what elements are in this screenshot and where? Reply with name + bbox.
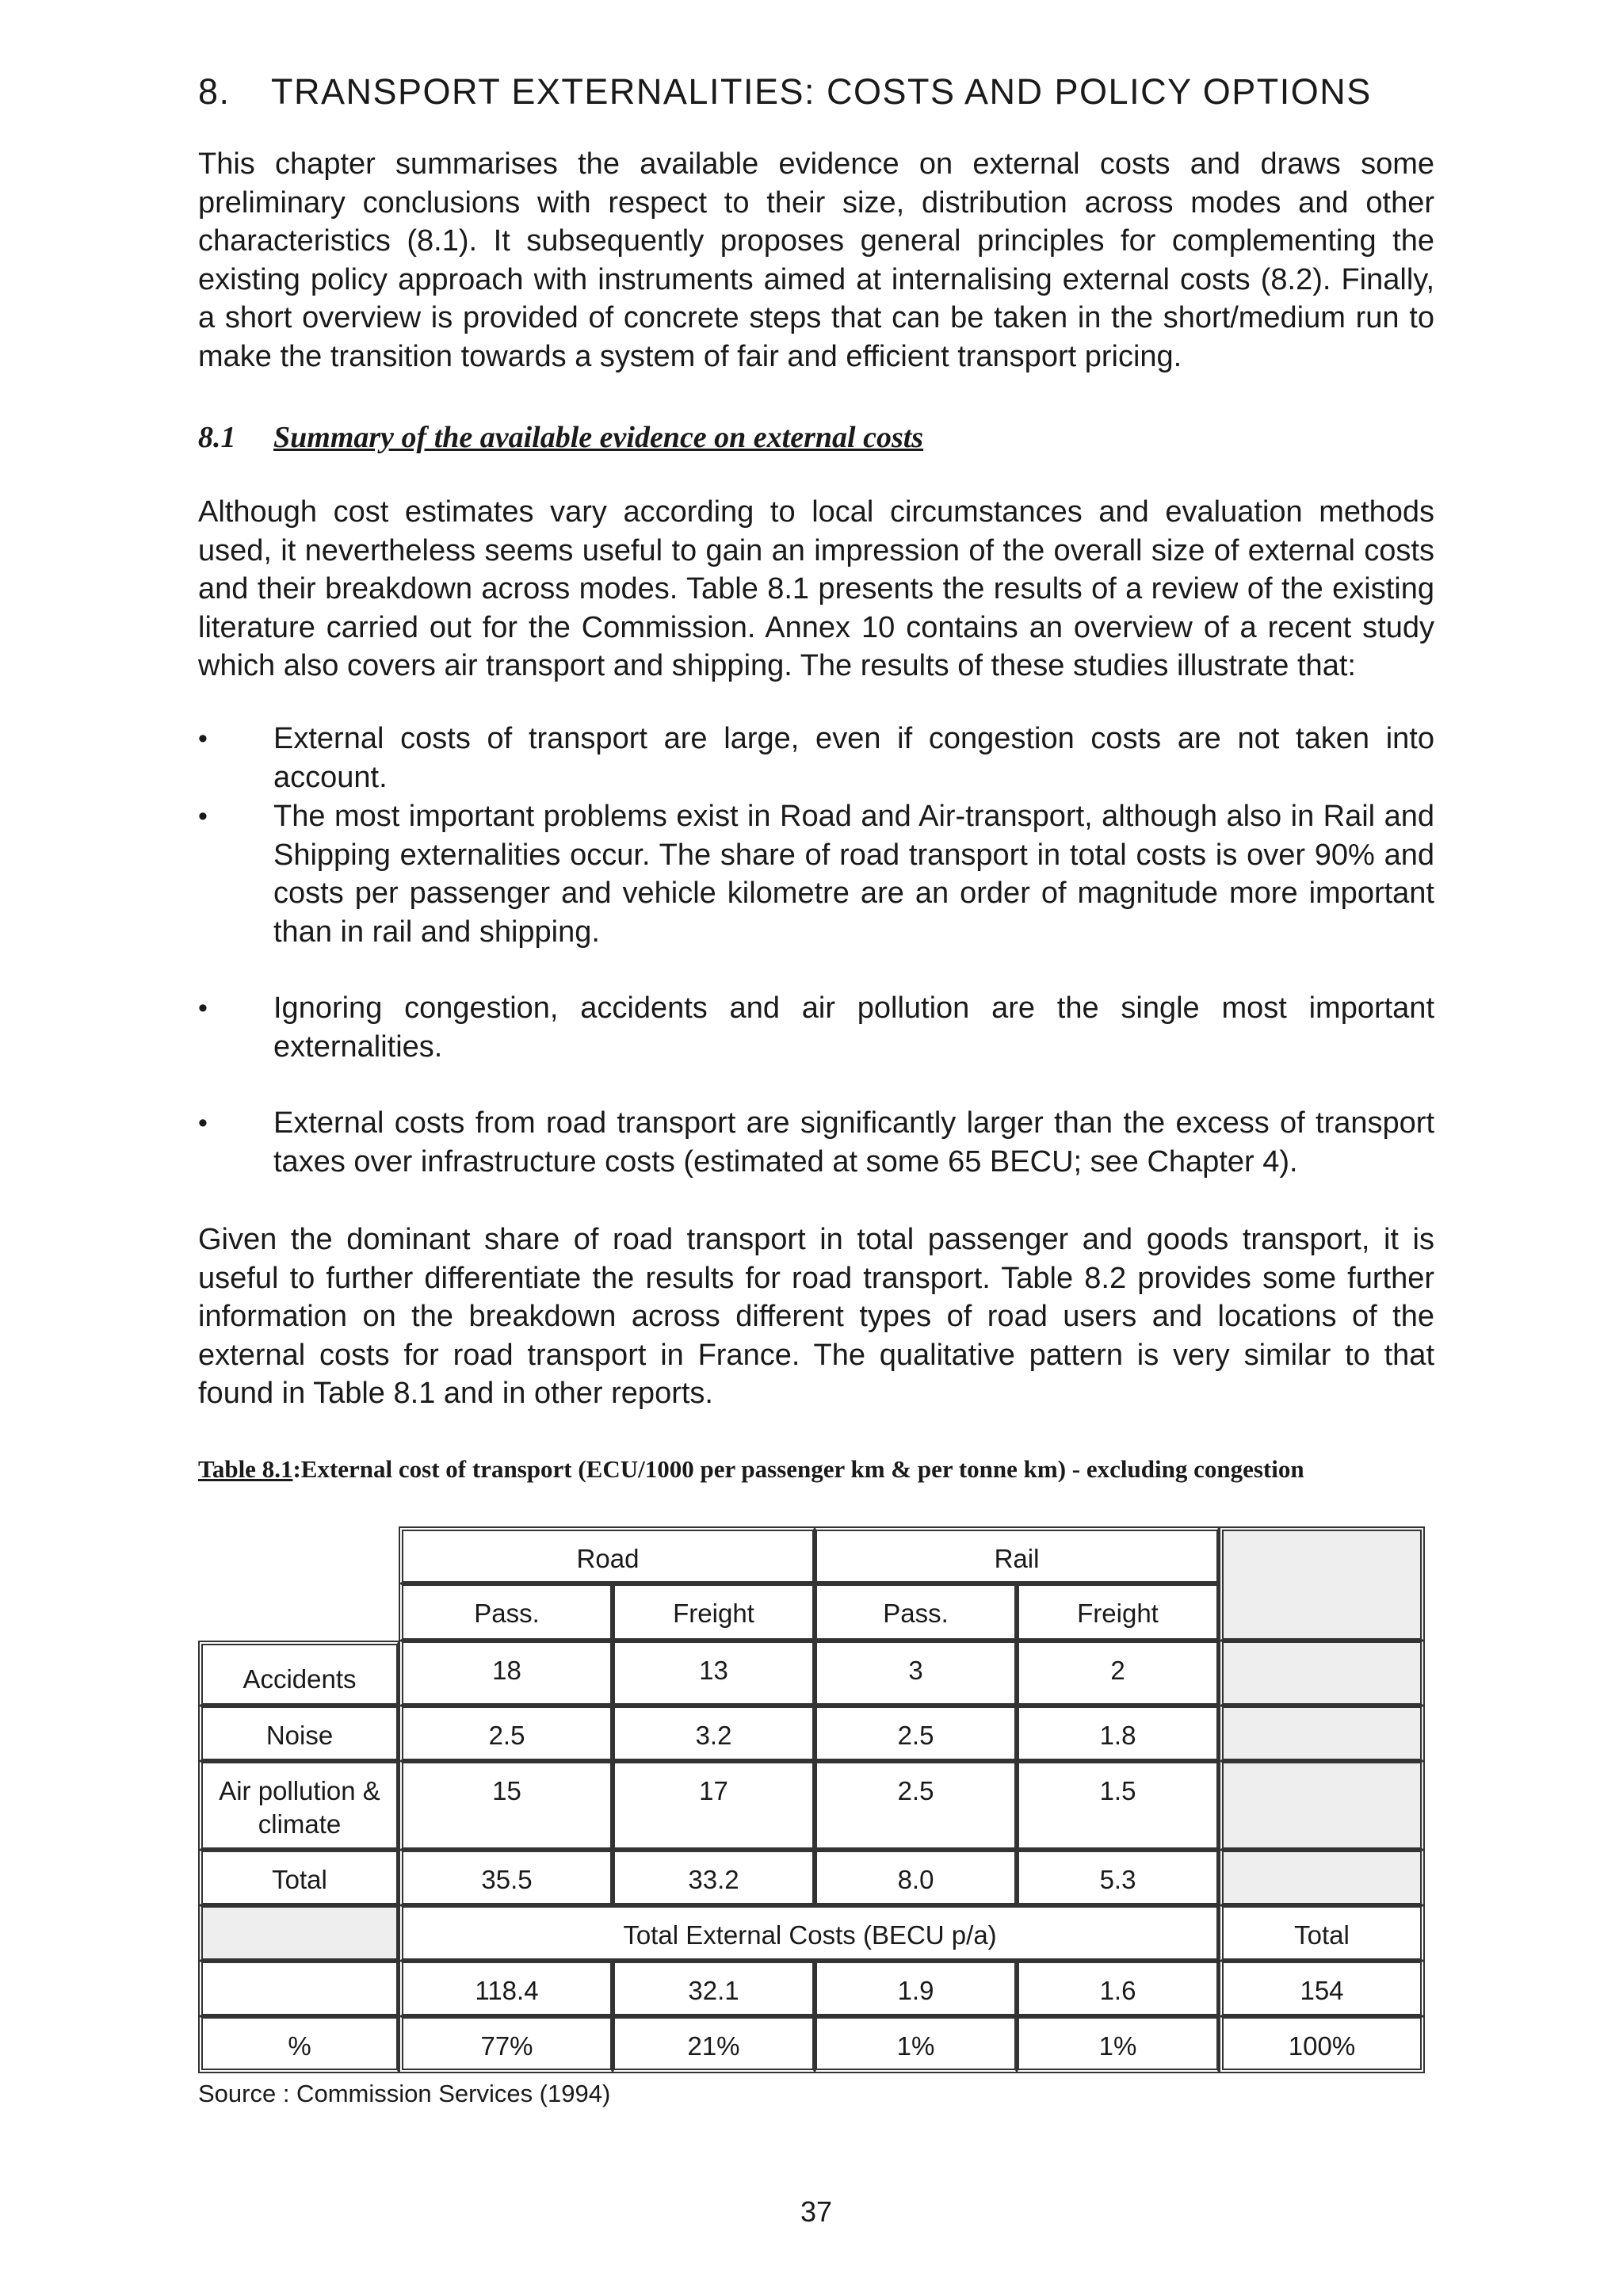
table-cell: 1.6 bbox=[1017, 1961, 1219, 2016]
table-cell: 2.5 bbox=[815, 1761, 1017, 1850]
table-source: Source : Commission Services (1994) bbox=[198, 2080, 611, 2107]
row-label bbox=[198, 1905, 399, 1961]
table-cell: 3.2 bbox=[613, 1706, 815, 1761]
section-heading bbox=[198, 420, 923, 455]
header-rail: Rail bbox=[815, 1526, 1219, 1584]
total-costs-header: Total External Costs (BECU p/a) bbox=[399, 1905, 1219, 1961]
bullet-text: Ignoring congestion, accidents and air pollution are the single most important externalities. bbox=[273, 991, 1434, 1064]
table-cell-blank bbox=[1219, 1850, 1425, 1905]
table-cell-blank bbox=[1219, 1761, 1425, 1850]
table-cell: 3 bbox=[815, 1641, 1017, 1706]
table-cell-blank bbox=[1219, 1706, 1425, 1761]
total-header: Total bbox=[1219, 1905, 1425, 1961]
table-cell: 1% bbox=[1017, 2016, 1219, 2073]
section-title: Summary of the available evidence on external costs bbox=[273, 421, 924, 454]
table-cell: 1.8 bbox=[1017, 1706, 1219, 1761]
bullet-text: External costs from road transport are significantly larger than the excess of transport taxes over infrastructure costs (estimated at some 65 BECU; see Chapter 4). bbox=[273, 1106, 1434, 1179]
chapter-title-text: TRANSPORT EXTERNALITIES: COSTS AND POLICY OPTIONS bbox=[271, 71, 1372, 112]
bullet-marker: • bbox=[198, 1108, 208, 1138]
table-corner bbox=[198, 1584, 399, 1641]
table-cell: 77% bbox=[399, 2016, 613, 2073]
row-label: Total bbox=[198, 1850, 399, 1905]
table-row bbox=[198, 2016, 1425, 2073]
section-paragraph: Although cost estimates vary according to local circumstances and evaluation methods used, it nevertheless seems useful to gain an impression of the overall size of external costs and their breakdown across modes. Table 8.1 presents the results of a review of the existing literature carried out for the Commission. Annex 10 contains an overview of a recent study which also covers air transport and shipping. The results of these studies illustrate that: bbox=[198, 495, 1434, 682]
bullet-marker: • bbox=[198, 801, 208, 831]
table-row bbox=[198, 1905, 1425, 1961]
table-row bbox=[198, 1706, 1425, 1761]
subheader-road-freight: Freight bbox=[613, 1584, 815, 1641]
table-cell: 1.5 bbox=[1017, 1761, 1219, 1850]
table-cell-total: 154 bbox=[1219, 1961, 1425, 2016]
table-cell: 17 bbox=[613, 1761, 815, 1850]
row-label: Noise bbox=[198, 1706, 399, 1761]
bullet-text: The most important problems exist in Road and Air-transport, although also in Rail and Shipping externalities occur. The share of road transport in total costs is over 90% and costs per passenger and vehicle kilometre are an order of magnitude more important than in rail and shipping. bbox=[273, 800, 1434, 949]
bullet-text: External costs of transport are large, even if congestion costs are not taken into account. bbox=[273, 722, 1434, 794]
table-cell: 2 bbox=[1017, 1641, 1219, 1706]
table-cell: 2.5 bbox=[815, 1706, 1017, 1761]
bullet-marker: • bbox=[198, 724, 208, 754]
table-caption bbox=[198, 1455, 1304, 1484]
bullet-marker: • bbox=[198, 993, 208, 1023]
section-number: 8.1 bbox=[198, 421, 236, 454]
road-paragraph: Given the dominant share of road transport in total passenger and goods transport, it is useful to further differentiate the results for road transport. Table 8.2 provides some further information on the breakdown across different types of road users and locations of the external costs for road transport in France. The qualitative pattern is very similar to that found in Table 8.1 and in other reports. bbox=[198, 1223, 1434, 1410]
table-cell: 21% bbox=[613, 2016, 815, 2073]
table-cell: 15 bbox=[399, 1761, 613, 1850]
page-number: 37 bbox=[800, 2195, 833, 2228]
subheader-road-pass: Pass. bbox=[399, 1584, 613, 1641]
row-label: Air pollution & climate bbox=[198, 1761, 399, 1850]
table-cell: 35.5 bbox=[399, 1850, 613, 1905]
chapter-number: 8. bbox=[198, 71, 231, 112]
table-cell: 2.5 bbox=[399, 1706, 613, 1761]
table-header-row bbox=[198, 1526, 1425, 1584]
subheader-rail-freight: Freight bbox=[1017, 1584, 1219, 1641]
external-cost-table bbox=[198, 1526, 1425, 2073]
header-blank-cell bbox=[1219, 1526, 1425, 1641]
table-corner bbox=[198, 1526, 399, 1584]
row-label: Accidents bbox=[198, 1641, 399, 1706]
table-cell: 33.2 bbox=[613, 1850, 815, 1905]
table-cell: 1.9 bbox=[815, 1961, 1017, 2016]
table-cell-total: 100% bbox=[1219, 2016, 1425, 2073]
table-cell-blank bbox=[1219, 1641, 1425, 1706]
row-label: % bbox=[198, 2016, 399, 2073]
table-caption-label: Table 8.1 bbox=[198, 1455, 293, 1483]
table-caption-text: :External cost of transport (ECU/1000 per passenger km & per tonne km) - excluding congestion bbox=[292, 1455, 1304, 1483]
table-cell: 1% bbox=[815, 2016, 1017, 2073]
table-cell: 32.1 bbox=[613, 1961, 815, 2016]
table-row bbox=[198, 1961, 1425, 2016]
intro-paragraph: This chapter summarises the available evidence on external costs and draws some preliminary conclusions with respect to their size, distribution across modes and other characteristics (8.1). It subsequently proposes general principles for complementing the existing policy approach with instruments aimed at internalising external costs (8.2). Finally, a short overview is provided of concrete steps that can be taken in the short/medium run to make the transition towards a system of fair and efficient transport pricing. bbox=[198, 147, 1434, 373]
subheader-rail-pass: Pass. bbox=[815, 1584, 1017, 1641]
table-cell: 118.4 bbox=[399, 1961, 613, 2016]
chapter-title bbox=[198, 71, 1434, 113]
table-cell: 18 bbox=[399, 1641, 613, 1706]
row-label bbox=[198, 1961, 399, 2016]
table-row bbox=[198, 1761, 1425, 1850]
table-row bbox=[198, 1850, 1425, 1905]
header-road: Road bbox=[399, 1526, 815, 1584]
table-row bbox=[198, 1641, 1425, 1706]
table-cell: 13 bbox=[613, 1641, 815, 1706]
table-cell: 5.3 bbox=[1017, 1850, 1219, 1905]
table-cell: 8.0 bbox=[815, 1850, 1017, 1905]
